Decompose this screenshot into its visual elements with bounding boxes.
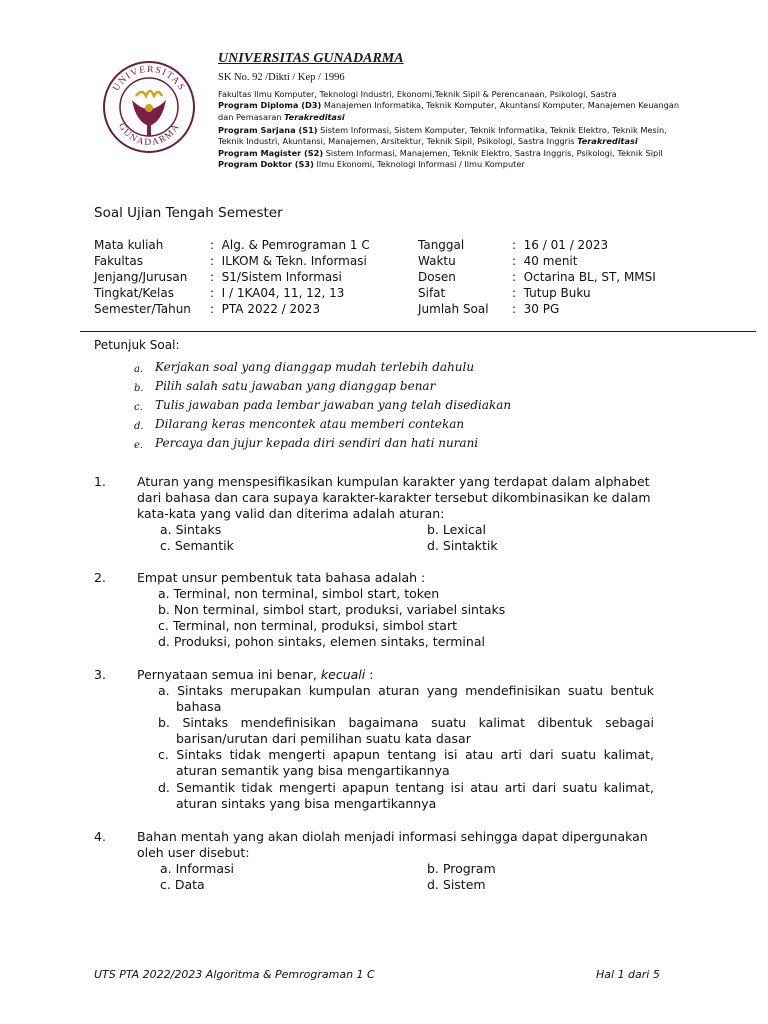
decree-number: SK No. 92 /Dikti / Kep / 1996 xyxy=(218,72,345,83)
svg-text:UNIVERSITAS: UNIVERSITAS xyxy=(111,64,187,94)
answer-option-cont: aturan semantik yang bisa mengartikannya xyxy=(176,763,450,778)
question-text: oleh user disebut: xyxy=(137,845,250,860)
instruction-item: Tulis jawaban pada lembar jawaban yang telah disediakan xyxy=(155,398,512,412)
answer-option: d. Sistem xyxy=(427,877,486,892)
question-text: Empat unsur pembentuk tata bahasa adalah : xyxy=(137,570,426,585)
instruction-letter: d. xyxy=(134,421,144,432)
university-name: UNIVERSITAS GUNADARMA xyxy=(218,51,404,66)
instruction-letter: e. xyxy=(134,440,144,451)
answer-option: c. Sintaks tidak mengerti apapun tentang isi atau arti dari suatu kalimat, xyxy=(158,747,654,762)
info-label: Tanggal xyxy=(418,238,465,252)
info-value: : Alg. & Pemrograman 1 C xyxy=(210,238,370,252)
question-text: Aturan yang menspesifikasikan kumpulan karakter yang terdapat dalam alphabet xyxy=(137,474,650,489)
info-label: Jumlah Soal xyxy=(418,302,489,316)
s1-line: Program Sarjana (S1) Sistem Informasi, Sistem Komputer, Teknik Informatika, Teknik Elektro, Teknik Mesin, xyxy=(218,125,667,135)
info-label: Semester/Tahun xyxy=(94,302,191,316)
info-value: : ILKOM & Tekn. Informasi xyxy=(210,254,367,268)
info-label: Dosen xyxy=(418,270,456,284)
answer-option: a. Terminal, non terminal, simbol start, token xyxy=(158,586,440,601)
info-value: : I / 1KA04, 11, 12, 13 xyxy=(210,286,345,300)
info-label: Tingkat/Kelas xyxy=(94,286,174,300)
info-label: Fakultas xyxy=(94,254,143,268)
answer-option: b. Sintaks mendefinisikan bagaimana suatu kalimat dibentuk sebagai xyxy=(158,715,654,730)
answer-option: a. Informasi xyxy=(160,861,235,876)
info-value: : 16 / 01 / 2023 xyxy=(512,238,609,252)
question-number: 1. xyxy=(94,474,106,489)
info-value: : S1/Sistem Informasi xyxy=(210,270,342,284)
answer-option: b. Program xyxy=(427,861,496,876)
emphasis: kecuali xyxy=(320,667,366,682)
instruction-item: Dilarang keras mencontek atau memberi contekan xyxy=(155,417,465,431)
answer-option: a. Sintaks merupakan kumpulan aturan yang mendefinisikan suatu bentuk xyxy=(158,683,654,698)
info-value: : PTA 2022 / 2023 xyxy=(210,302,321,316)
footer-course: UTS PTA 2022/2023 Algoritma & Pemrograman 1 C xyxy=(94,968,375,981)
instruction-item: Kerjakan soal yang dianggap mudah terlebih dahulu xyxy=(155,360,475,374)
info-label: Waktu xyxy=(418,254,456,268)
answer-option-cont: aturan sintaks yang bisa mengartikannya xyxy=(176,796,437,811)
instruction-letter: a. xyxy=(134,364,144,375)
answer-option: c. Data xyxy=(160,877,205,892)
answer-option-cont: bahasa xyxy=(176,699,222,714)
answer-option: a. Sintaks xyxy=(160,522,222,537)
university-logo xyxy=(102,60,196,154)
info-label: Mata kuliah xyxy=(94,238,164,252)
instruction-letter: c. xyxy=(134,402,143,413)
answer-option: b. Lexical xyxy=(427,522,486,537)
s3-line: Program Doktor (S3) Ilmu Ekonomi, Teknologi Informasi / Ilmu Komputer xyxy=(218,159,525,169)
info-value: : Octarina BL, ST, MMSI xyxy=(512,270,656,284)
instruction-item: Percaya dan jujur kepada diri sendiri dan hati nurani xyxy=(155,436,479,450)
question-number: 3. xyxy=(94,667,106,682)
s2-line: Program Magister (S2) Sistem Informasi, Manajemen, Teknik Elektro, Sastra Inggris, Psikologi, Teknik Sipil xyxy=(218,148,663,158)
answer-option: d. Sintaktik xyxy=(427,538,498,553)
answer-option: c. Semantik xyxy=(160,538,234,553)
d3-line-2: dan Pemasaran Terakreditasi xyxy=(218,112,345,122)
info-value: : Tutup Buku xyxy=(512,286,591,300)
answer-option: d. Produksi, pohon sintaks, elemen sintaks, terminal xyxy=(158,634,485,649)
s1-line-2: Teknik Industri, Akuntansi, Manajemen, Arsitektur, Teknik Sipil, Psikologi, Sastra Inggris Terakreditasi xyxy=(218,136,638,146)
svg-text:GUNADARMA: GUNADARMA xyxy=(115,121,183,149)
instruction-item: Pilih salah satu jawaban yang dianggap benar xyxy=(155,379,436,393)
question-text: Bahan mentah yang akan diolah menjadi informasi sehingga dapat dipergunakan xyxy=(137,829,648,844)
info-value: : 40 menit xyxy=(512,254,578,268)
question-text: dari bahasa dan cara supaya karakter-karakter tersebut dikombinasikan ke dalam xyxy=(137,490,651,505)
exam-title: Soal Ujian Tengah Semester xyxy=(94,205,283,221)
answer-option: b. Non terminal, simbol start, produksi, variabel sintaks xyxy=(158,602,506,617)
info-label: Sifat xyxy=(418,286,446,300)
faculties-line: Fakultas Ilmu Komputer, Teknologi Industri, Ekonomi,Teknik Sipil & Perencanaan, Psikologi, Sastra xyxy=(218,89,617,99)
d3-line: Program Diploma (D3) Manajemen Informatika, Teknik Komputer, Akuntansi Komputer, Manajemen Keuangan xyxy=(218,100,680,110)
answer-option: c. Terminal, non terminal, produksi, simbol start xyxy=(158,618,457,633)
question-number: 4. xyxy=(94,829,106,844)
answer-option: d. Semantik tidak mengerti apapun tentang isi atau arti dari suatu kalimat, xyxy=(158,780,654,795)
question-text: kata-kata yang valid dan diterima adalah aturan: xyxy=(137,506,445,521)
info-label: Jenjang/Jurusan xyxy=(94,270,188,284)
footer-page-number: Hal 1 dari 5 xyxy=(596,968,660,981)
info-value: : 30 PG xyxy=(512,302,560,316)
question-text: Pernyataan semua ini benar, kecuali : xyxy=(137,667,374,682)
question-number: 2. xyxy=(94,570,106,585)
instruction-letter: b. xyxy=(134,383,144,394)
answer-option-cont: barisan/urutan dari pemilihan suatu kata dasar xyxy=(176,731,471,746)
instructions-heading: Petunjuk Soal: xyxy=(94,338,180,352)
divider xyxy=(80,331,756,332)
